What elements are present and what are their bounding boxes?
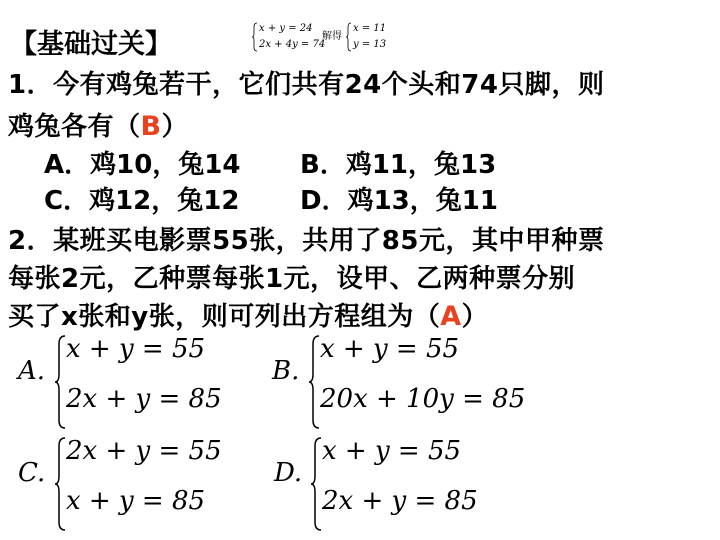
solution-eq-1: x = 11	[353, 23, 387, 34]
q1-answer: B	[140, 111, 162, 142]
brace-icon	[346, 22, 352, 52]
choice-label: D.	[274, 458, 303, 488]
q2-prefix: 买了x张和y张，则可列出方程组为（	[8, 302, 441, 332]
q2-line-2: 每张2元，乙种票每张1元，设甲、乙两种票分别	[8, 264, 576, 294]
q1-option-b: B．鸡11，兔13	[300, 150, 497, 180]
q1-prefix: 鸡兔各有（	[8, 112, 141, 142]
choice-eq-2: 20x + 10y = 85	[320, 384, 526, 414]
q2-choice-a	[18, 334, 258, 430]
brace-icon	[252, 22, 258, 52]
given-eq-2: 2x + 4y = 74	[259, 39, 326, 50]
choice-label: A.	[18, 356, 46, 386]
solution-eq-2: y = 13	[353, 39, 387, 50]
q1-option-c: C．鸡12，兔12	[44, 186, 240, 216]
choice-eq-1: x + y = 55	[322, 436, 462, 466]
brace-icon	[308, 334, 320, 430]
q1-line-2	[8, 106, 188, 143]
q1-option-d: D．鸡13，兔11	[300, 186, 498, 216]
choice-eq-1: x + y = 55	[320, 334, 460, 364]
choice-eq-1: x + y = 55	[66, 334, 206, 364]
solve-label: 解得	[322, 31, 342, 42]
choice-eq-1: 2x + y = 55	[66, 436, 222, 466]
q2-suffix: ）	[461, 302, 489, 332]
choice-eq-2: 2x + y = 85	[66, 384, 222, 414]
brace-icon	[54, 436, 66, 532]
choice-eq-2: x + y = 85	[66, 486, 206, 516]
q1-line-1: 1．今有鸡兔若干，它们共有24个头和74只脚，则	[8, 70, 605, 100]
q2-line-3	[8, 296, 488, 333]
section-title: 【基础过关】	[10, 29, 172, 60]
q2-choice-b	[272, 334, 532, 430]
q2-choice-c	[18, 436, 258, 532]
q2-line-1: 2．某班买电影票55张，共用了85元，其中甲种票	[8, 226, 605, 256]
brace-icon	[310, 436, 322, 532]
choice-eq-2: 2x + y = 85	[322, 486, 478, 516]
given-eq-1: x + y = 24	[259, 23, 313, 34]
q1-option-a: A．鸡10，兔14	[44, 150, 241, 180]
choice-label: C.	[18, 458, 46, 488]
brace-icon	[54, 334, 66, 430]
q2-answer: A	[440, 301, 462, 332]
q1-suffix: ）	[161, 112, 189, 142]
choice-label: B.	[272, 356, 300, 386]
q2-choice-d	[274, 436, 514, 532]
